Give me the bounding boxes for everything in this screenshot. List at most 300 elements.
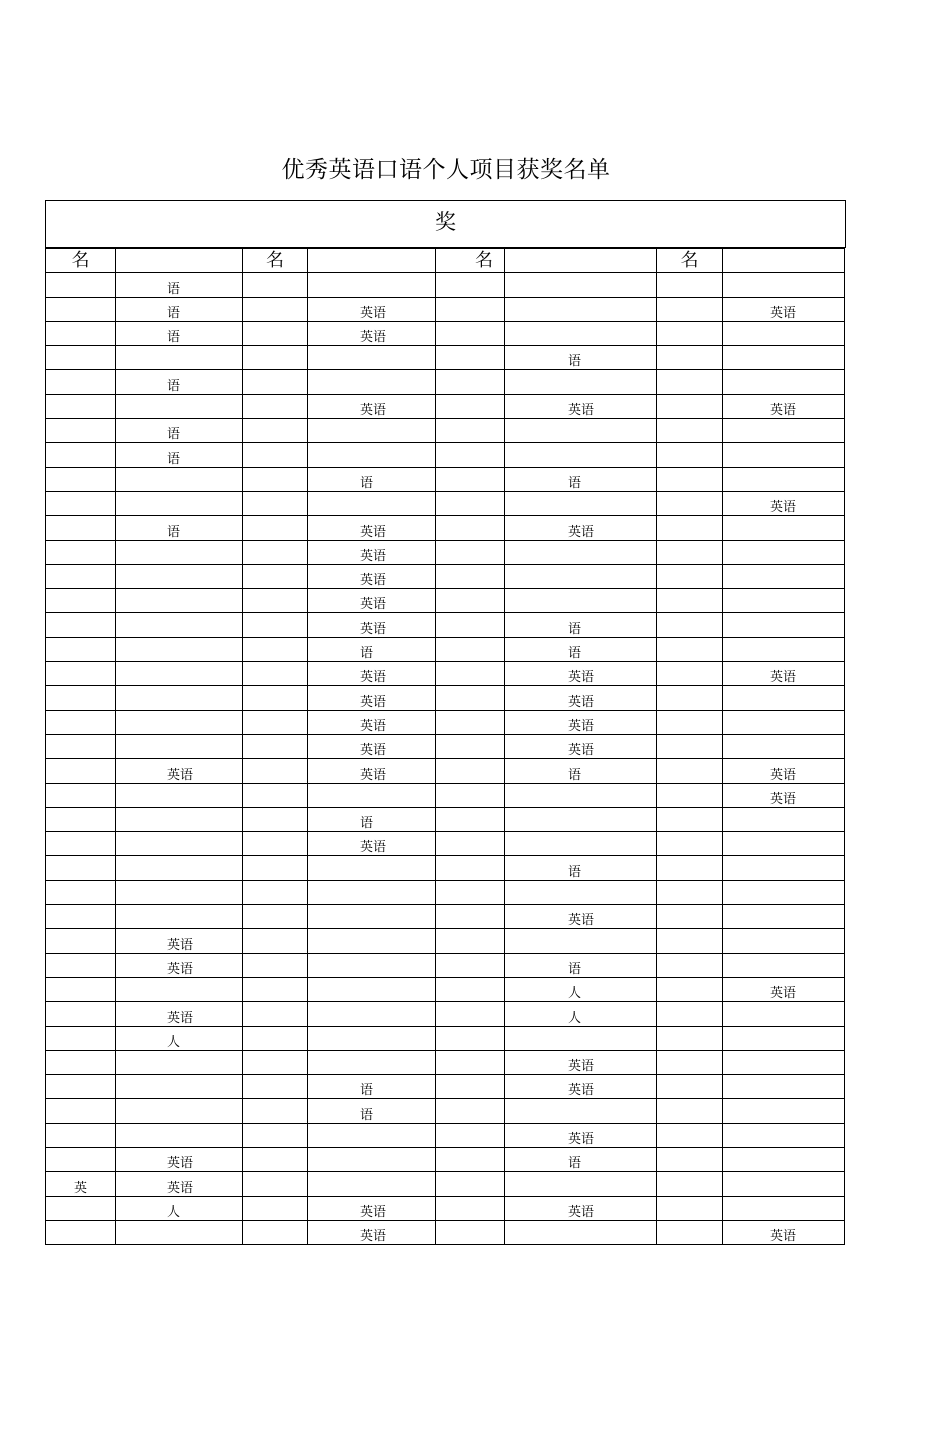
table-cell <box>436 273 505 297</box>
table-cell <box>243 540 308 564</box>
table-cell <box>657 783 723 807</box>
table-cell <box>723 589 845 613</box>
table-cell <box>723 1026 845 1050</box>
table-cell <box>723 1196 845 1220</box>
table-cell <box>46 1147 116 1171</box>
table-cell: 语 <box>308 637 436 661</box>
table-cell <box>243 1147 308 1171</box>
table-cell <box>243 1220 308 1244</box>
table-cell <box>505 540 657 564</box>
table-cell <box>505 1220 657 1244</box>
table-cell: 英语 <box>116 759 243 783</box>
table-cell <box>116 880 243 904</box>
table-cell <box>436 1099 505 1123</box>
table-cell <box>657 491 723 515</box>
table-cell <box>505 1026 657 1050</box>
table-row <box>46 1002 845 1026</box>
table-cell <box>657 346 723 370</box>
table-cell <box>243 637 308 661</box>
table-cell <box>116 977 243 1001</box>
table-row <box>46 1075 845 1099</box>
table-cell <box>657 540 723 564</box>
table-cell <box>657 832 723 856</box>
table-cell: 英语 <box>723 759 845 783</box>
table-cell <box>243 977 308 1001</box>
table-cell: 语 <box>505 856 657 880</box>
table-cell <box>46 953 116 977</box>
table-cell <box>46 516 116 540</box>
table-cell <box>657 321 723 345</box>
table-cell <box>657 419 723 443</box>
table-row <box>46 1172 845 1196</box>
table-cell <box>436 613 505 637</box>
table-cell: 英语 <box>505 394 657 418</box>
table-cell: 英语 <box>308 321 436 345</box>
table-row <box>46 929 845 953</box>
table-header-row <box>46 249 845 273</box>
table-cell <box>723 856 845 880</box>
table-cell <box>243 807 308 831</box>
table-cell <box>46 419 116 443</box>
table-cell: 英语 <box>505 734 657 758</box>
table-cell <box>46 759 116 783</box>
table-row <box>46 613 845 637</box>
table-cell <box>243 1026 308 1050</box>
header-cell: 名 <box>436 249 505 273</box>
table-cell <box>657 1026 723 1050</box>
table-cell <box>657 443 723 467</box>
table-cell <box>657 759 723 783</box>
table-cell <box>46 589 116 613</box>
table-row <box>46 321 845 345</box>
table-cell <box>436 710 505 734</box>
table-cell <box>436 491 505 515</box>
table-row <box>46 710 845 734</box>
table-cell <box>723 1075 845 1099</box>
table-cell <box>46 491 116 515</box>
table-cell <box>116 1220 243 1244</box>
table-cell <box>116 613 243 637</box>
table-cell <box>46 1123 116 1147</box>
table-cell: 语 <box>505 1147 657 1171</box>
table-cell: 英语 <box>723 491 845 515</box>
table-cell <box>116 1050 243 1074</box>
table-cell <box>308 1147 436 1171</box>
table-cell <box>723 832 845 856</box>
table-cell <box>46 394 116 418</box>
table-cell <box>657 613 723 637</box>
table-cell <box>243 589 308 613</box>
table-row <box>46 977 845 1001</box>
table-cell <box>46 370 116 394</box>
table-cell <box>436 734 505 758</box>
table-cell <box>46 564 116 588</box>
table-cell <box>116 1123 243 1147</box>
table-cell <box>308 1002 436 1026</box>
table-cell <box>723 370 845 394</box>
table-cell <box>116 491 243 515</box>
table-cell <box>436 321 505 345</box>
header-cell <box>723 249 845 273</box>
table-cell <box>46 905 116 929</box>
table-row <box>46 273 845 297</box>
table-cell <box>46 613 116 637</box>
document-title: 优秀英语口语个人项目获奖名单 <box>281 157 611 183</box>
table-cell <box>657 637 723 661</box>
table-cell <box>436 419 505 443</box>
table-cell <box>505 807 657 831</box>
table-cell: 语 <box>505 759 657 783</box>
table-cell <box>243 419 308 443</box>
table-cell <box>243 710 308 734</box>
table-cell <box>46 540 116 564</box>
table-cell <box>243 516 308 540</box>
table-cell <box>436 540 505 564</box>
table-cell: 英语 <box>505 1196 657 1220</box>
table-row <box>46 419 845 443</box>
table-cell <box>723 273 845 297</box>
table-cell <box>505 832 657 856</box>
table-cell <box>657 1099 723 1123</box>
table-cell <box>723 346 845 370</box>
table-cell <box>308 1172 436 1196</box>
table-cell <box>723 637 845 661</box>
table-cell <box>46 856 116 880</box>
table-cell <box>657 880 723 904</box>
header-cell: 名 <box>46 249 116 273</box>
table-cell <box>243 832 308 856</box>
table-cell <box>46 734 116 758</box>
table-cell <box>308 905 436 929</box>
table-cell <box>436 686 505 710</box>
table-cell <box>436 1050 505 1074</box>
table-cell <box>723 1002 845 1026</box>
header-cell: 名 <box>657 249 723 273</box>
table-cell <box>436 807 505 831</box>
table-cell: 英语 <box>308 734 436 758</box>
table-row <box>46 637 845 661</box>
table-cell <box>243 1196 308 1220</box>
table-cell: 英语 <box>723 662 845 686</box>
table-cell <box>436 662 505 686</box>
table-cell <box>505 929 657 953</box>
table-cell: 英语 <box>116 953 243 977</box>
table-cell <box>46 443 116 467</box>
table-cell <box>723 880 845 904</box>
table-row <box>46 783 845 807</box>
table-cell: 英语 <box>505 1050 657 1074</box>
table-cell: 语 <box>308 1075 436 1099</box>
table-cell: 语 <box>505 613 657 637</box>
table-cell <box>657 686 723 710</box>
table-cell <box>657 1075 723 1099</box>
table-cell <box>657 1220 723 1244</box>
table-row <box>46 467 845 491</box>
table-cell <box>657 394 723 418</box>
table-cell <box>505 370 657 394</box>
table-cell <box>46 321 116 345</box>
table-cell <box>505 297 657 321</box>
table-cell <box>116 540 243 564</box>
table-cell: 英语 <box>308 1196 436 1220</box>
table-row <box>46 540 845 564</box>
table-row <box>46 759 845 783</box>
table-cell <box>46 662 116 686</box>
table-cell <box>46 467 116 491</box>
table-cell <box>243 394 308 418</box>
table-cell <box>308 783 436 807</box>
table-cell <box>505 564 657 588</box>
table-cell <box>116 856 243 880</box>
table-cell: 语 <box>116 273 243 297</box>
table-cell <box>116 1075 243 1099</box>
table-cell <box>436 880 505 904</box>
table-cell <box>46 1050 116 1074</box>
table-cell <box>243 1123 308 1147</box>
table-row <box>46 589 845 613</box>
table-cell <box>436 346 505 370</box>
table-cell <box>116 710 243 734</box>
table-cell <box>116 783 243 807</box>
table-cell: 英语 <box>116 1147 243 1171</box>
table-cell: 人 <box>505 1002 657 1026</box>
table-cell: 英语 <box>308 589 436 613</box>
table-cell: 语 <box>116 443 243 467</box>
table-cell <box>243 783 308 807</box>
table-row <box>46 832 845 856</box>
table-cell <box>116 394 243 418</box>
table-cell <box>436 1075 505 1099</box>
table-cell <box>723 807 845 831</box>
table-cell <box>505 419 657 443</box>
header-cell <box>308 249 436 273</box>
table-row <box>46 734 845 758</box>
table-cell <box>436 297 505 321</box>
table-row <box>46 686 845 710</box>
table-cell <box>657 929 723 953</box>
table-cell: 英语 <box>723 297 845 321</box>
table-cell <box>657 1002 723 1026</box>
table-cell <box>436 637 505 661</box>
table-cell <box>243 273 308 297</box>
table-cell <box>723 734 845 758</box>
table-cell <box>505 880 657 904</box>
table-cell: 语 <box>116 516 243 540</box>
table-cell <box>243 686 308 710</box>
table-cell <box>505 1172 657 1196</box>
table-cell: 英语 <box>308 540 436 564</box>
table-cell: 语 <box>308 807 436 831</box>
table-row <box>46 880 845 904</box>
table-cell <box>243 1075 308 1099</box>
award-roster-table <box>45 248 845 1245</box>
table-cell: 英语 <box>505 662 657 686</box>
table-cell <box>723 516 845 540</box>
table-cell <box>46 273 116 297</box>
table-cell <box>243 734 308 758</box>
table-cell <box>723 613 845 637</box>
table-cell <box>46 1002 116 1026</box>
table-cell <box>723 467 845 491</box>
table-cell: 语 <box>505 637 657 661</box>
table-cell <box>657 589 723 613</box>
table-cell <box>243 1172 308 1196</box>
table-cell: 英语 <box>308 662 436 686</box>
table-cell: 英语 <box>505 686 657 710</box>
table-cell <box>308 1026 436 1050</box>
table-cell <box>657 734 723 758</box>
table-cell <box>46 807 116 831</box>
table-cell: 英语 <box>308 1220 436 1244</box>
table-cell <box>436 370 505 394</box>
table-cell <box>436 1220 505 1244</box>
table-cell <box>657 297 723 321</box>
table-cell <box>46 977 116 1001</box>
table-cell <box>46 637 116 661</box>
table-cell <box>436 589 505 613</box>
table-cell <box>723 564 845 588</box>
table-row <box>46 807 845 831</box>
table-row <box>46 346 845 370</box>
table-cell <box>308 370 436 394</box>
award-header: 奖 <box>45 200 846 248</box>
table-row <box>46 443 845 467</box>
table-cell <box>243 491 308 515</box>
table-cell: 语 <box>116 321 243 345</box>
table-cell <box>46 783 116 807</box>
table-cell <box>116 346 243 370</box>
table-cell <box>308 273 436 297</box>
table-cell <box>657 1196 723 1220</box>
table-cell <box>46 1220 116 1244</box>
table-cell <box>436 905 505 929</box>
table-cell <box>505 783 657 807</box>
table-cell <box>46 832 116 856</box>
table-cell <box>436 1123 505 1147</box>
table-cell <box>46 1099 116 1123</box>
table-cell: 英语 <box>308 297 436 321</box>
table-cell <box>243 1050 308 1074</box>
table-cell <box>723 929 845 953</box>
table-cell: 英语 <box>308 394 436 418</box>
table-row <box>46 1220 845 1244</box>
table-cell <box>723 1099 845 1123</box>
table-cell <box>657 1123 723 1147</box>
table-cell <box>505 321 657 345</box>
table-cell <box>723 1172 845 1196</box>
table-cell <box>436 832 505 856</box>
table-cell <box>436 977 505 1001</box>
table-cell: 英语 <box>505 710 657 734</box>
table-row <box>46 297 845 321</box>
table-cell <box>46 686 116 710</box>
table-cell <box>116 662 243 686</box>
table-cell <box>243 856 308 880</box>
table-cell <box>436 759 505 783</box>
table-row <box>46 953 845 977</box>
table-cell <box>723 1147 845 1171</box>
table-cell <box>116 807 243 831</box>
table-cell <box>723 1050 845 1074</box>
table-cell <box>436 1196 505 1220</box>
table-cell <box>657 516 723 540</box>
table-cell <box>723 540 845 564</box>
table-cell <box>46 929 116 953</box>
table-cell <box>116 832 243 856</box>
table-cell: 英语 <box>505 1123 657 1147</box>
table-cell <box>657 1147 723 1171</box>
table-cell <box>243 953 308 977</box>
table-cell: 英 <box>46 1172 116 1196</box>
table-cell: 英语 <box>308 686 436 710</box>
table-cell: 语 <box>116 370 243 394</box>
table-cell: 英语 <box>505 516 657 540</box>
table-cell <box>46 1026 116 1050</box>
table-cell <box>116 734 243 758</box>
table-cell <box>308 977 436 1001</box>
table-cell <box>243 662 308 686</box>
table-cell <box>723 1123 845 1147</box>
table-cell <box>116 564 243 588</box>
table-cell <box>436 394 505 418</box>
header-cell: 名 <box>243 249 308 273</box>
table-cell <box>436 1026 505 1050</box>
table-cell: 语 <box>505 467 657 491</box>
table-cell <box>116 637 243 661</box>
table-cell <box>243 467 308 491</box>
table-cell <box>657 564 723 588</box>
header-cell <box>116 249 243 273</box>
table-cell <box>436 783 505 807</box>
table-cell <box>436 516 505 540</box>
table-cell <box>308 346 436 370</box>
table-cell: 英语 <box>308 516 436 540</box>
table-cell: 语 <box>505 346 657 370</box>
table-cell: 英语 <box>116 1172 243 1196</box>
table-cell <box>723 321 845 345</box>
table-cell <box>308 856 436 880</box>
table-cell <box>243 370 308 394</box>
table-cell: 英语 <box>116 929 243 953</box>
table-cell <box>436 1172 505 1196</box>
table-cell: 人 <box>116 1026 243 1050</box>
table-cell <box>116 686 243 710</box>
table-cell: 英语 <box>723 1220 845 1244</box>
table-cell <box>436 929 505 953</box>
table-cell: 英语 <box>505 1075 657 1099</box>
table-cell: 英语 <box>308 710 436 734</box>
table-cell <box>436 856 505 880</box>
table-cell <box>657 905 723 929</box>
table-cell: 人 <box>116 1196 243 1220</box>
table-cell <box>657 370 723 394</box>
table-cell <box>657 467 723 491</box>
table-cell <box>243 759 308 783</box>
table-cell <box>308 491 436 515</box>
table-cell: 英语 <box>308 759 436 783</box>
table-cell <box>436 1147 505 1171</box>
table-cell: 英语 <box>505 905 657 929</box>
table-cell <box>243 929 308 953</box>
table-cell: 语 <box>116 297 243 321</box>
table-cell <box>657 662 723 686</box>
table-row <box>46 516 845 540</box>
table-cell: 语 <box>116 419 243 443</box>
table-cell: 英语 <box>116 1002 243 1026</box>
table-row <box>46 905 845 929</box>
table-cell <box>243 443 308 467</box>
table-cell <box>505 273 657 297</box>
